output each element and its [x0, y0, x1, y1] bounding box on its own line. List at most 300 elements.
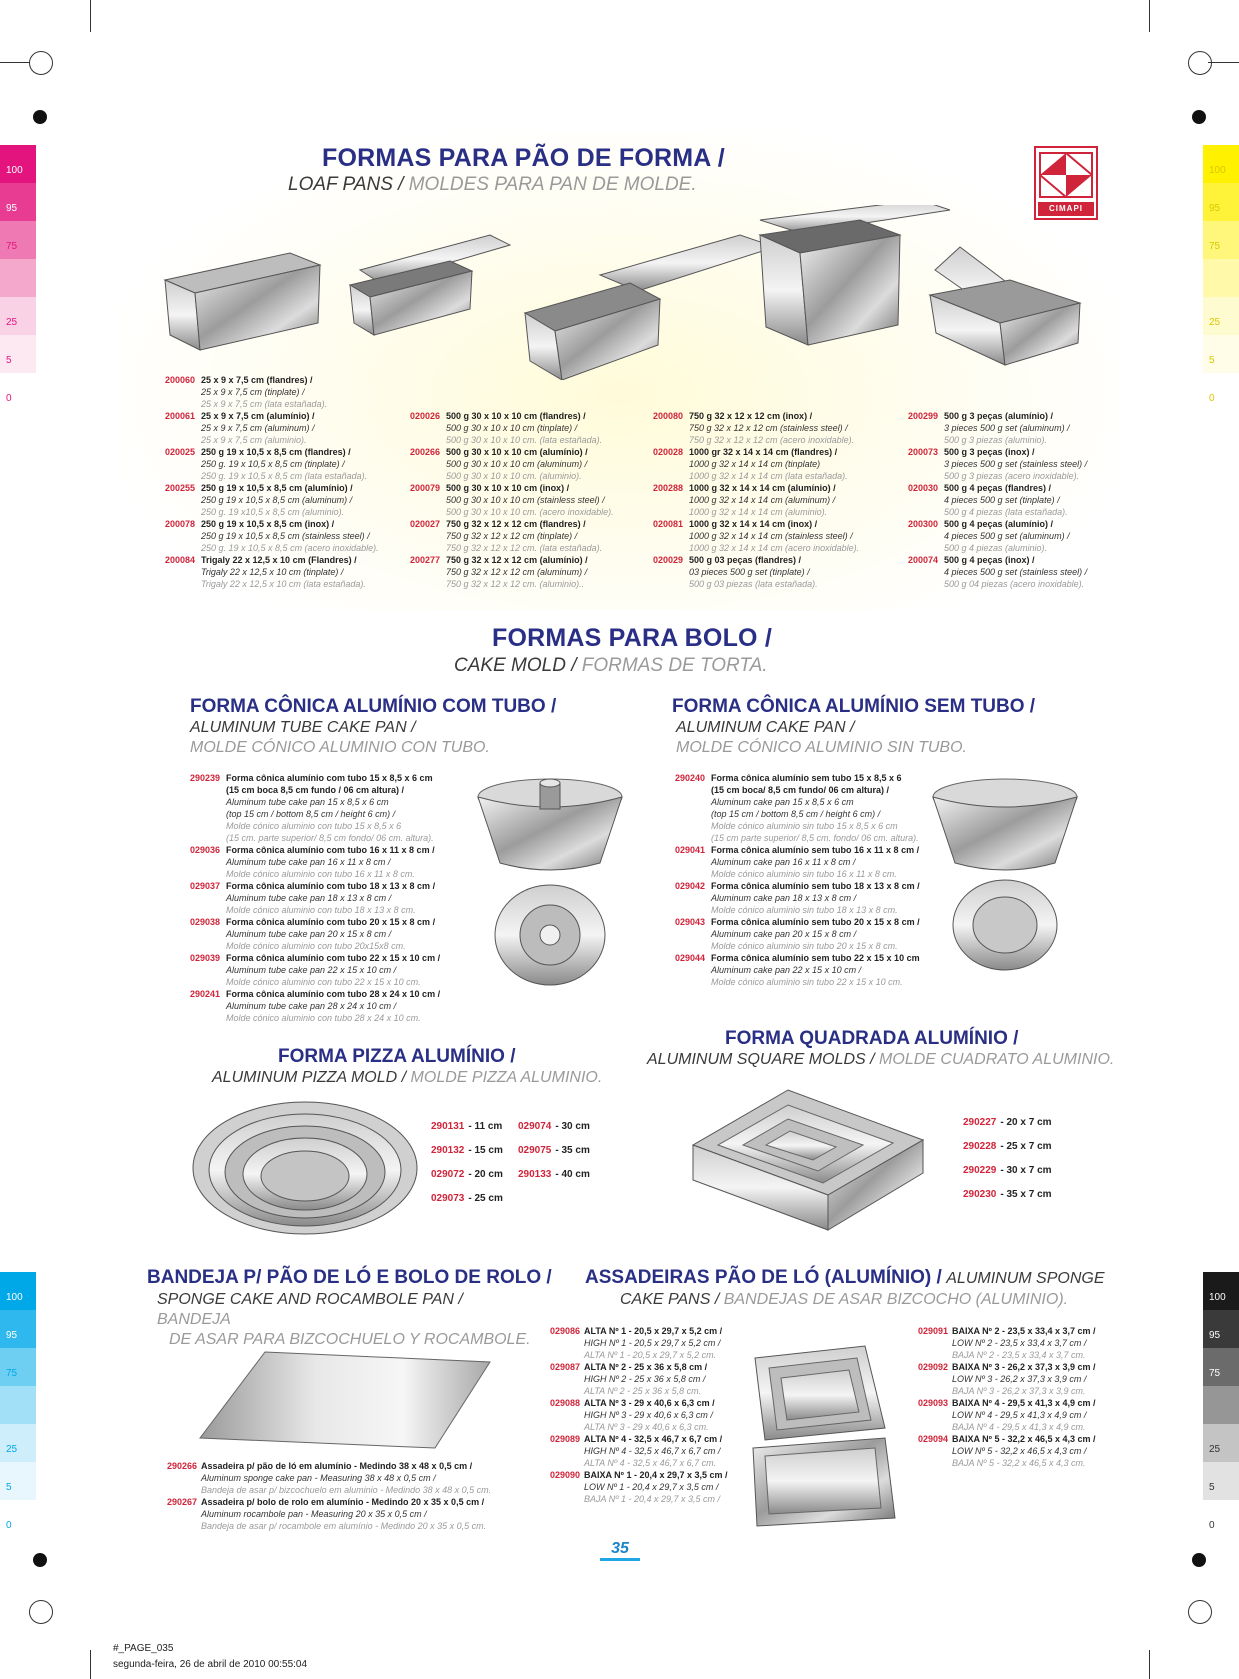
color-swatch: 95 [0, 183, 36, 221]
size-code: 290131 [431, 1121, 465, 1132]
product-entry [908, 410, 1138, 446]
size-value: - 40 cm [555, 1169, 590, 1180]
product-code: 020025 [165, 447, 196, 457]
product-name-es: 250 g. 19 x 10,5 x 8,5 cm (lata estañada). [201, 471, 368, 481]
product-name-es: BAJA Nº 3 - 26,2 x 37,3 x 3,9 cm. [952, 1386, 1086, 1396]
product-name-en: Aluminum tube cake pan 18 x 13 x 8 cm / [226, 893, 392, 903]
product-entry [653, 410, 883, 446]
product-entry [410, 554, 640, 590]
product-name-es: BAJA Nº 5 - 32,2 x 46,5 x 4,3 cm. [952, 1458, 1086, 1468]
size-code: 290227 [963, 1117, 997, 1128]
square-sizes [963, 1117, 1052, 1213]
sponge-title-pt: ASSADEIRAS PÃO DE LÓ (ALUMÍNIO) / [585, 1267, 942, 1288]
pizza-molds-image [190, 1098, 420, 1238]
product-name-en: 750 g 32 x 12 x 12 cm (tinplate) / [446, 531, 578, 541]
product-name-pt: Forma cônica alumínio com tubo 28 x 24 x 10 cm / [226, 989, 441, 999]
cake-subtitle-en: CAKE MOLD / [454, 655, 577, 676]
product-code: 200080 [653, 411, 684, 421]
product-name-pt: 250 g 19 x 10,5 x 8,5 cm (alumínio) / [201, 483, 353, 493]
color-swatch: 5 [1203, 335, 1239, 373]
product-name-es: 500 g 30 x 10 x 10 cm. (aluminio). [446, 471, 582, 481]
sponge-list-left [550, 1325, 750, 1505]
tube-cake-pan-image [470, 775, 630, 995]
product-entry [918, 1397, 1118, 1433]
product-name-es: 250 g. 19 x 10,5 x 8,5 cm (acero inoxidable). [201, 543, 379, 553]
size-entry [963, 1189, 1052, 1213]
color-swatch: 5 [0, 335, 36, 373]
page-title: FORMAS PARA PÃO DE FORMA / [322, 144, 725, 172]
product-name-pt: 750 g 32 x 12 x 12 cm (inox) / [689, 411, 813, 421]
product-name-es: 500 g 04 piezas (acero inoxidable). [944, 579, 1085, 589]
product-name-pt: Forma cônica alumínio com tubo 18 x 13 x 8 cm / [226, 881, 436, 891]
product-name-pt: ALTA Nº 1 - 20,5 x 29,7 x 5,2 cm / [584, 1326, 723, 1336]
cake-subtitle [454, 655, 768, 677]
size-value: - 30 cm [555, 1121, 590, 1132]
product-name-pt: 25 x 9 x 7,5 cm (alumínio) / [201, 411, 315, 421]
product-code: 029093 [918, 1398, 949, 1408]
product-entry [410, 482, 640, 518]
product-entry [675, 880, 945, 916]
product-entry [918, 1325, 1118, 1361]
product-entry [190, 772, 480, 844]
product-entry [190, 952, 480, 988]
product-code: 200078 [165, 519, 196, 529]
product-name-es: 500 g 3 piezas (aluminio). [944, 435, 1048, 445]
product-name-es: 500 g 4 piezas (lata estañada). [944, 507, 1068, 517]
product-name-en: 500 g 30 x 10 x 10 cm (stainless steel) / [446, 495, 605, 505]
size-entry [431, 1145, 503, 1169]
product-code: 029038 [190, 917, 221, 927]
color-swatch: 25 [1203, 297, 1239, 335]
tube-title: FORMA CÔNICA ALUMÍNIO COM TUBO / [190, 696, 557, 717]
product-name-es: BAJA Nº 1 - 20,4 x 29,7 x 3,5 cm / [584, 1494, 721, 1504]
product-entry [165, 518, 395, 554]
size-value: - 25 x 7 cm [1000, 1141, 1052, 1152]
product-entry [410, 518, 640, 554]
product-name-es: ALTA Nº 2 - 25 x 36 x 5,8 cm. [584, 1386, 702, 1396]
color-swatch: 95 [1203, 1310, 1239, 1348]
size-value: - 30 x 7 cm [1000, 1165, 1052, 1176]
notube-product-list [675, 772, 945, 988]
product-name-pt: 750 g 32 x 12 x 12 cm (flandres) / [446, 519, 586, 529]
sponge-subtitle-en2: CAKE PANS / [620, 1291, 720, 1308]
color-strip-yellow [1203, 145, 1239, 411]
size-value: - 20 cm [468, 1169, 503, 1180]
color-swatch: 75 [1203, 1348, 1239, 1386]
product-name-pt: (15 cm boca 8,5 cm fundo / 06 cm altura) / [226, 785, 405, 795]
crop-mark [90, 1650, 91, 1679]
print-timestamp: segunda-feira, 26 de abril de 2010 00:55:04 [113, 1659, 308, 1670]
product-name-pt: BAIXA Nº 4 - 29,5 x 41,3 x 4,9 cm / [952, 1398, 1096, 1408]
product-name-en: 1000 g 32 x 14 x 14 cm (stainless steel) / [689, 531, 853, 541]
product-code: 029039 [190, 953, 221, 963]
color-swatch: 100 [0, 1272, 36, 1310]
product-name-es: 25 x 9 x 7,5 cm (aluminio). [201, 435, 307, 445]
product-code: 029091 [918, 1326, 949, 1336]
product-entry [165, 446, 395, 482]
tray-subtitle [157, 1290, 537, 1350]
product-name-en: 1000 g 32 x 14 x 14 cm (aluminum) / [689, 495, 836, 505]
product-entry [918, 1361, 1118, 1397]
color-swatch: 5 [0, 1462, 36, 1500]
product-name-en: 4 pieces 500 g set (tinplate) / [944, 495, 1060, 505]
product-name-es: Trigaly 22 x 12,5 x 10 cm (lata estañada). [201, 579, 366, 589]
product-name-pt: 500 g 4 peças (alumínio) / [944, 519, 1054, 529]
product-name-es: 500 g 3 piezas (acero inoxidable). [944, 471, 1080, 481]
tray-subtitle-es2: DE ASAR PARA BIZCOCHUELO Y ROCAMBOLE. [169, 1331, 531, 1348]
product-name-pt: Forma cônica alumínio sem tubo 16 x 11 x 8 cm / [711, 845, 920, 855]
product-name-en: (top 15 cm / bottom 8,5 cm / height 6 cm) / [226, 809, 396, 819]
size-entry [431, 1169, 503, 1193]
product-name-en: Aluminum sponge cake pan - Measuring 38 x 48 x 0,5 cm / [201, 1473, 436, 1483]
product-name-es: Molde cónico aluminio sin tubo 16 x 11 x 8 cm. [711, 869, 897, 879]
color-swatch [1203, 1386, 1239, 1424]
product-name-es: (15 cm. parte superior/ 8,5 cm fondo/ 06 cm. altura). [226, 833, 434, 843]
product-name-pt: 500 g 30 x 10 x 10 cm (inox) / [446, 483, 570, 493]
registration-dot-icon [1192, 110, 1206, 124]
product-name-pt: 1000 g 32 x 14 x 14 cm (inox) / [689, 519, 818, 529]
product-name-pt: 25 x 9 x 7,5 cm (flandres) / [201, 375, 313, 385]
size-code: 029074 [518, 1121, 552, 1132]
cake-subtitle-es: FORMAS DE TORTA. [581, 655, 768, 676]
product-entry [165, 482, 395, 518]
product-entry [550, 1397, 750, 1433]
product-name-pt: ALTA Nº 3 - 29 x 40,6 x 6,3 cm / [584, 1398, 715, 1408]
size-code: 029072 [431, 1169, 465, 1180]
product-entry [550, 1325, 750, 1361]
notube-subtitle-es: MOLDE CÓNICO ALUMINIO SIN TUBO. [676, 739, 967, 756]
product-name-pt: (15 cm boca/ 8,5 cm fundo/ 06 cm altura) / [711, 785, 890, 795]
loaf-column-4 [908, 410, 1138, 590]
crop-mark [1149, 0, 1150, 32]
product-name-es: 500 g 30 x 10 x 10 cm. (acero inoxidable). [446, 507, 614, 517]
product-code: 020026 [410, 411, 441, 421]
product-name-pt: Forma cônica alumínio com tubo 16 x 11 x 8 cm / [226, 845, 435, 855]
product-entry [550, 1433, 750, 1469]
registration-dot-icon [33, 110, 47, 124]
product-name-pt: 1000 g 32 x 14 x 14 cm (alumínio) / [689, 483, 836, 493]
sponge-cake-tray-image [195, 1350, 495, 1450]
product-name-en: HIGH Nº 2 - 25 x 36 x 5,8 cm / [584, 1374, 706, 1384]
square-subtitle-en: ALUMINUM SQUARE MOLDS / [647, 1051, 875, 1068]
product-entry [190, 844, 480, 880]
tube-subtitle-en: ALUMINUM TUBE CAKE PAN / [190, 719, 416, 736]
product-entry [410, 446, 640, 482]
product-name-pt: Forma cônica alumínio sem tubo 20 x 15 x 8 cm / [711, 917, 920, 927]
product-code: 200255 [165, 483, 196, 493]
product-name-en: 3 pieces 500 g set (stainless steel) / [944, 459, 1088, 469]
size-code: 290228 [963, 1141, 997, 1152]
color-swatch [0, 259, 36, 297]
product-entry [908, 518, 1138, 554]
square-title: FORMA QUADRADA ALUMÍNIO / [725, 1028, 1019, 1049]
product-name-en: 4 pieces 500 g set (aluminum) / [944, 531, 1070, 541]
product-name-pt: 500 g 03 peças (flandres) / [689, 555, 802, 565]
product-code: 200079 [410, 483, 441, 493]
product-code: 029088 [550, 1398, 581, 1408]
product-name-en: LOW Nº 4 - 29,5 x 41,3 x 4,9 cm / [952, 1410, 1087, 1420]
product-entry [167, 1460, 527, 1496]
product-name-en: Aluminum cake pan 16 x 11 x 8 cm / [711, 857, 856, 867]
product-name-pt: 500 g 3 peças (inox) / [944, 447, 1035, 457]
size-code: 029073 [431, 1193, 465, 1204]
product-name-en: LOW Nº 1 - 20,4 x 29,7 x 3,5 cm / [584, 1482, 719, 1492]
product-code: 029094 [918, 1434, 949, 1444]
product-name-pt: 500 g 4 peças (inox) / [944, 555, 1035, 565]
color-swatch [0, 1386, 36, 1424]
product-name-en: 250 g 19 x 10,5 x 8,5 cm (stainless steel) / [201, 531, 370, 541]
product-code: 200073 [908, 447, 939, 457]
loaf-column-2 [410, 410, 640, 590]
product-name-es: 500 g 03 piezas (lata estañada). [689, 579, 818, 589]
product-entry [653, 518, 883, 554]
color-strip-cyan [0, 1272, 36, 1538]
product-name-es: Molde cónico aluminio con tubo 16 x 11 x 8 cm. [226, 869, 415, 879]
pizza-subtitle-en: ALUMINUM PIZZA MOLD / [212, 1069, 407, 1086]
cake-pan-image [925, 775, 1085, 975]
sponge-title-en1: ALUMINUM SPONGE [946, 1270, 1105, 1287]
product-name-es: 750 g 32 x 12 x 12 cm (acero inoxidable). [689, 435, 855, 445]
product-name-en: Aluminum cake pan 18 x 13 x 8 cm / [711, 893, 857, 903]
product-code: 290239 [190, 773, 221, 783]
product-name-pt: Forma cônica alumínio sem tubo 15 x 8,5 x 6 [711, 773, 902, 783]
product-code: 290241 [190, 989, 221, 999]
product-entry [190, 880, 480, 916]
product-code: 200060 [165, 375, 196, 385]
product-name-es: Molde cónico aluminio con tubo 22 x 15 x 10 cm. [226, 977, 421, 987]
color-swatch: 5 [1203, 1462, 1239, 1500]
product-name-pt: 500 g 30 x 10 x 10 cm (alumínio) / [446, 447, 588, 457]
product-name-pt: Forma cônica alumínio com tubo 20 x 15 x 8 cm / [226, 917, 436, 927]
color-swatch: 100 [0, 145, 36, 183]
product-name-en: Aluminum rocambole pan - Measuring 20 x 35 x 0,5 cm / [201, 1509, 427, 1519]
subtitle-en: LOAF PANS / [288, 174, 404, 195]
product-code: 200288 [653, 483, 684, 493]
product-name-pt: 250 g 19 x 10,5 x 8,5 cm (flandres) / [201, 447, 351, 457]
product-name-en: Aluminum tube cake pan 15 x 8,5 x 6 cm [226, 797, 389, 807]
color-swatch: 75 [0, 221, 36, 259]
product-code: 029092 [918, 1362, 949, 1372]
product-code: 200074 [908, 555, 939, 565]
product-entry [653, 446, 883, 482]
sponge-title [585, 1267, 1105, 1289]
loaf-column-3 [653, 410, 883, 590]
product-name-es: 750 g 32 x 12 x 12 cm. (aluminio).. [446, 579, 585, 589]
cake-title: FORMAS PARA BOLO / [492, 624, 772, 652]
size-entry [431, 1193, 503, 1217]
product-entry [653, 482, 883, 518]
color-strip-black [1203, 1272, 1239, 1538]
tube-product-list [190, 772, 480, 1024]
product-name-es: 1000 g 32 x 14 x 14 cm (acero inoxidable). [689, 543, 860, 553]
product-name-es: Molde cónico aluminio sin tubo 20 x 15 x 8 cm. [711, 941, 898, 951]
file-reference: #_PAGE_035 [113, 1643, 174, 1654]
product-name-pt: BAIXA Nº 3 - 26,2 x 37,3 x 3,9 cm / [952, 1362, 1096, 1372]
color-swatch: 0 [1203, 373, 1239, 411]
product-name-en: HIGH Nº 3 - 29 x 40,6 x 6,3 cm / [584, 1410, 713, 1420]
color-swatch: 25 [0, 1424, 36, 1462]
product-code: 200300 [908, 519, 939, 529]
color-swatch: 95 [0, 1310, 36, 1348]
loaf-column-1 [165, 374, 395, 590]
tube-subtitle [190, 718, 490, 758]
product-name-pt: Assadeira p/ bolo de rolo em alumínio - Medindo 20 x 35 x 0,5 cm / [201, 1497, 485, 1507]
size-value: - 25 cm [468, 1193, 503, 1204]
product-name-pt: BAIXA Nº 2 - 23,5 x 33,4 x 3,7 cm / [952, 1326, 1096, 1336]
product-name-en: Aluminum cake pan 15 x 8,5 x 6 cm [711, 797, 854, 807]
product-name-pt: 500 g 3 peças (alumínio) / [944, 411, 1054, 421]
product-name-pt: Forma cônica alumínio sem tubo 22 x 15 x 10 cm [711, 953, 920, 963]
product-code: 029036 [190, 845, 221, 855]
product-name-en: Aluminum tube cake pan 22 x 15 x 10 cm / [226, 965, 397, 975]
product-code: 200061 [165, 411, 196, 421]
product-entry [675, 772, 945, 844]
product-name-pt: Assadeira p/ pão de ló em alumínio - Medindo 38 x 48 x 0,5 cm / [201, 1461, 473, 1471]
color-swatch: 0 [0, 1500, 36, 1538]
product-name-es: 500 g 4 piezas (aluminio). [944, 543, 1048, 553]
product-entry [165, 554, 395, 590]
color-swatch: 75 [1203, 221, 1239, 259]
product-name-en: 03 pieces 500 g set (tinplate) / [689, 567, 810, 577]
color-swatch: 25 [1203, 1424, 1239, 1462]
square-subtitle [647, 1050, 1114, 1070]
product-name-pt: Trigaly 22 x 12,5 x 10 cm (Flandres) / [201, 555, 357, 565]
registration-mark-icon [29, 51, 53, 75]
sponge-cake-pans-image [745, 1328, 905, 1533]
size-code: 290230 [963, 1189, 997, 1200]
product-name-en: Trigaly 22 x 12,5 x 10 cm (tinplate) / [201, 567, 344, 577]
product-name-es: ALTA Nº 3 - 29 x 40,6 x 6,3 cm. [584, 1422, 709, 1432]
product-name-pt: 500 g 30 x 10 x 10 cm (flandres) / [446, 411, 586, 421]
page-number: 35 [600, 1540, 640, 1561]
size-entry [963, 1141, 1052, 1165]
product-name-pt: ALTA Nº 2 - 25 x 36 x 5,8 cm / [584, 1362, 708, 1372]
product-entry [165, 410, 395, 446]
color-swatch: 25 [0, 297, 36, 335]
product-code: 029090 [550, 1470, 581, 1480]
product-code: 020028 [653, 447, 684, 457]
tray-product-list [167, 1460, 527, 1532]
product-name-es: Molde cónico aluminio con tubo 28 x 24 x 10 cm. [226, 1013, 421, 1023]
product-entry [410, 410, 640, 446]
product-name-es: BAJA Nº 4 - 29,5 x 41,3 x 4,9 cm. [952, 1422, 1086, 1432]
color-swatch: 0 [0, 373, 36, 411]
pizza-sizes-col-1 [431, 1121, 503, 1217]
product-code: 020029 [653, 555, 684, 565]
size-value: - 15 cm [468, 1145, 503, 1156]
product-code: 029087 [550, 1362, 581, 1372]
product-entry [550, 1469, 750, 1505]
size-value: - 35 cm [555, 1145, 590, 1156]
product-name-pt: Forma cônica alumínio com tubo 15 x 8,5 x 6 cm [226, 773, 433, 783]
product-code: 029041 [675, 845, 706, 855]
size-entry [963, 1165, 1052, 1189]
product-name-es: ALTA Nº 4 - 32,5 x 46,7 x 6,7 cm. [584, 1458, 717, 1468]
product-entry [675, 952, 945, 988]
size-entry [431, 1121, 503, 1145]
product-name-en: 250 g 19 x 10,5 x 8,5 cm (aluminum) / [201, 495, 353, 505]
size-value: - 11 cm [468, 1121, 503, 1132]
color-swatch: 100 [1203, 145, 1239, 183]
product-name-es: BAJA Nº 2 - 23,5 x 33,4 x 3,7 cm. [952, 1350, 1086, 1360]
product-name-pt: BAIXA Nº 5 - 32,2 x 46,5 x 4,3 cm / [952, 1434, 1096, 1444]
product-code: 290240 [675, 773, 706, 783]
size-value: - 35 x 7 cm [1000, 1189, 1052, 1200]
page-subtitle [288, 174, 697, 196]
size-code: 290132 [431, 1145, 465, 1156]
tray-title: BANDEJA P/ PÃO DE LÓ E BOLO DE ROLO / [147, 1267, 552, 1288]
product-code: 029042 [675, 881, 706, 891]
product-code: 029043 [675, 917, 706, 927]
logo-wordmark: CIMAPI [1038, 202, 1094, 216]
product-name-pt: Forma cônica alumínio com tubo 22 x 15 x 10 cm / [226, 953, 441, 963]
product-name-en: Aluminum tube cake pan 20 x 15 x 8 cm / [226, 929, 392, 939]
product-name-pt: 750 g 32 x 12 x 12 cm (alumínio) / [446, 555, 588, 565]
registration-dot-icon [1192, 1553, 1206, 1567]
product-name-en: (top 15 cm / bottom 8,5 cm / height 6 cm) / [711, 809, 881, 819]
product-name-es: Molde cónico aluminio con tubo 15 x 8,5 x 6 [226, 821, 402, 831]
product-entry [675, 844, 945, 880]
color-swatch: 0 [1203, 1500, 1239, 1538]
color-swatch: 95 [1203, 183, 1239, 221]
product-code: 020081 [653, 519, 684, 529]
product-name-pt: BAIXA Nº 1 - 20,4 x 29,7 x 3,5 cm / [584, 1470, 728, 1480]
sponge-subtitle [620, 1290, 1068, 1310]
size-code: 290133 [518, 1169, 552, 1180]
crop-mark [0, 62, 30, 63]
product-code: 020027 [410, 519, 441, 529]
crop-mark [90, 0, 91, 32]
product-name-es: 25 x 9 x 7,5 cm (lata estañada). [201, 399, 328, 409]
product-name-es: Molde cónico aluminio con tubo 18 x 13 x 8 cm. [226, 905, 416, 915]
color-swatch [1203, 259, 1239, 297]
size-entry [518, 1145, 590, 1169]
product-entry [918, 1433, 1118, 1469]
product-code: 290267 [167, 1497, 198, 1507]
product-name-en: 750 g 32 x 12 x 12 cm (aluminum) / [446, 567, 588, 577]
product-entry [908, 482, 1138, 518]
product-name-en: 500 g 30 x 10 x 10 cm (tinplate) / [446, 423, 578, 433]
tube-subtitle-es: MOLDE CÓNICO ALUMINIO CON TUBO. [190, 739, 490, 756]
product-name-es: 250 g. 19 x10,5 x 8,5 cm (aluminio). [201, 507, 345, 517]
product-name-es: 500 g 30 x 10 x 10 cm. (lata estañada). [446, 435, 603, 445]
pizza-title: FORMA PIZZA ALUMÍNIO / [278, 1046, 516, 1067]
product-name-en: LOW Nº 2 - 23,5 x 33,4 x 3,7 cm / [952, 1338, 1087, 1348]
product-name-es: 1000 g 32 x 14 x 14 cm (lata estañada). [689, 471, 848, 481]
product-code: 029089 [550, 1434, 581, 1444]
pizza-subtitle-es: MOLDE PIZZA ALUMINIO. [410, 1069, 603, 1086]
product-name-en: 25 x 9 x 7,5 cm (aluminum) / [201, 423, 315, 433]
pizza-sizes-col-2 [518, 1121, 590, 1193]
product-code: 200084 [165, 555, 196, 565]
size-entry [518, 1169, 590, 1193]
product-name-en: 750 g 32 x 12 x 12 cm (stainless steel) / [689, 423, 848, 433]
size-code: 290229 [963, 1165, 997, 1176]
square-molds-image [688, 1085, 928, 1235]
product-name-en: Aluminum cake pan 20 x 15 x 8 cm / [711, 929, 857, 939]
product-name-en: 25 x 9 x 7,5 cm (tinplate) / [201, 387, 305, 397]
color-strip-magenta [0, 145, 36, 411]
product-name-pt: 250 g 19 x 10,5 x 8,5 cm (inox) / [201, 519, 335, 529]
product-name-en: 1000 g 32 x 14 x 14 cm (tinplate) [689, 459, 821, 469]
product-name-en: Aluminum cake pan 22 x 15 x 10 cm / [711, 965, 862, 975]
product-name-es: 750 g 32 x 12 x 12 cm. (lata estañada). [446, 543, 603, 553]
product-name-es: Molde cónico aluminio sin tubo 15 x 8,5 x 6 cm [711, 821, 898, 831]
product-name-en: 3 pieces 500 g set (aluminum) / [944, 423, 1070, 433]
product-name-es: Molde cónico aluminio sin tubo 18 x 13 x 8 cm. [711, 905, 898, 915]
product-name-en: 500 g 30 x 10 x 10 cm (aluminum) / [446, 459, 588, 469]
product-code: 029044 [675, 953, 706, 963]
